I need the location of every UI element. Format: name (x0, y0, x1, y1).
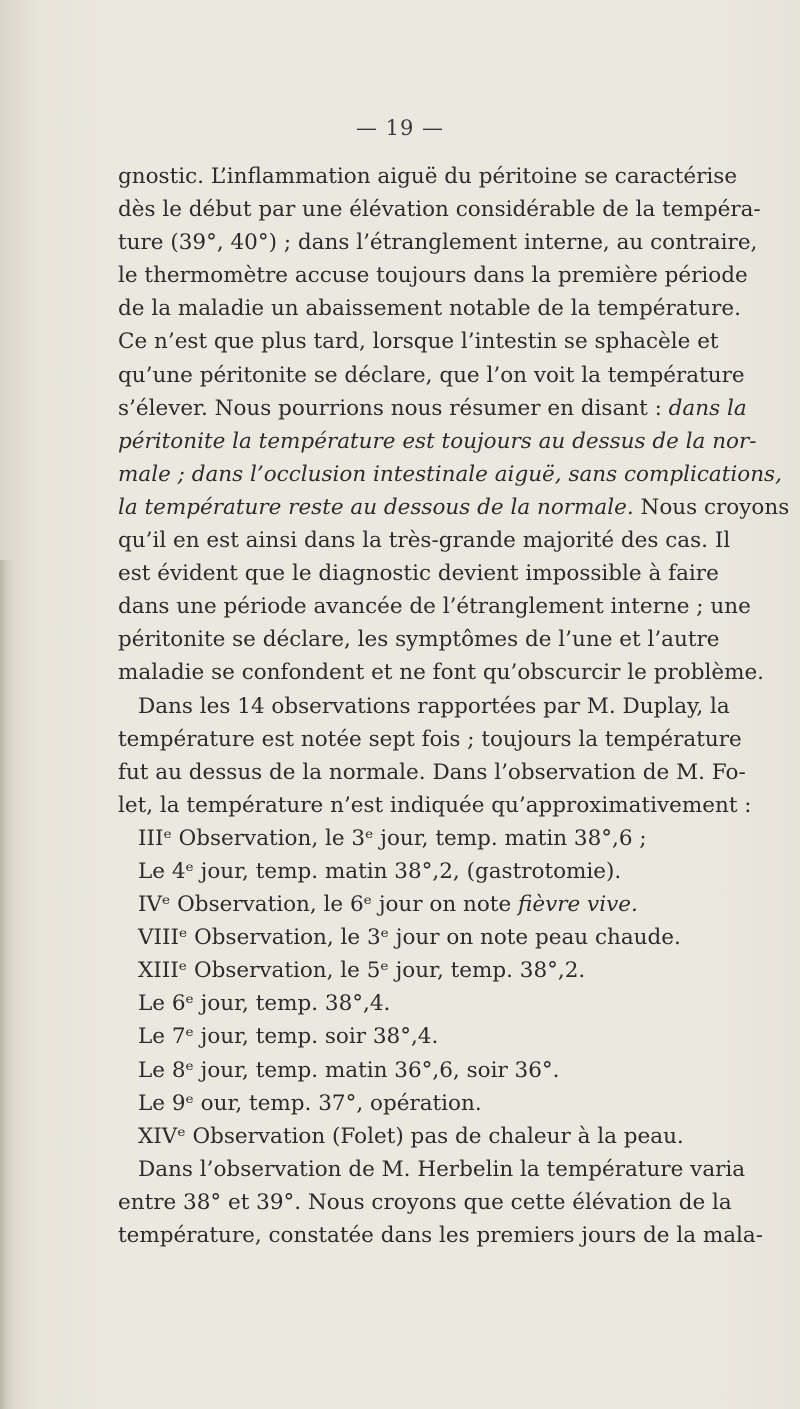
text-line (118, 954, 684, 987)
body-text (118, 160, 790, 1252)
text-run: fut au dessus de la normale. Dans l’observation de M. Fo- (118, 759, 746, 785)
text-run: le thermomètre accuse toujours dans la première période (118, 263, 748, 289)
text-line (118, 425, 757, 458)
italic-text: la température reste au dessous de la normale. (118, 494, 634, 520)
text-line (118, 789, 752, 822)
text-line (118, 1219, 764, 1252)
text-run: dans une période avancée de l’étranglement interne ; une (118, 594, 751, 620)
text-run: Nous croyons (633, 494, 790, 520)
text-line (118, 193, 761, 226)
text-run: Le 9ᵉ our, temp. 37°, opération. (138, 1090, 482, 1116)
text-line (118, 259, 748, 292)
text-run: let, la température n’est indiquée qu’approximativement : (118, 792, 752, 818)
text-run: température est notée sept fois ; toujours la température (118, 726, 742, 752)
text-line (118, 888, 684, 921)
text-run: entre 38° et 39°. Nous croyons que cette élévation de la (118, 1189, 732, 1215)
text-run: péritonite se déclare, les symptômes de l’une et l’autre (118, 627, 720, 653)
text-line (118, 987, 684, 1020)
text-line (118, 623, 720, 656)
text-line (118, 1120, 684, 1153)
text-run: gnostic. L’inflammation aiguë du péritoine se caractérise (118, 164, 738, 189)
page-binding-shadow (0, 560, 14, 1409)
text-run: VIIIᵉ Observation, le 3ᵉ jour on note peau chaude. (138, 925, 681, 951)
text-line (118, 1186, 732, 1219)
text-run: Dans les 14 observations rapportées par M. Duplay, la (138, 693, 730, 719)
text-run: maladie se confondent et ne font qu’obscurcir le problème. (118, 660, 765, 686)
text-line (118, 1087, 684, 1120)
italic-text: fièvre vive. (518, 892, 638, 918)
text-run: Le 4ᵉ jour, temp. matin 38°,2, (gastrotomie). (138, 858, 622, 884)
text-run: de la maladie un abaissement notable de la température. (118, 296, 741, 322)
text-line (118, 590, 751, 623)
text-line (118, 756, 746, 789)
text-line (118, 855, 684, 888)
text-line (118, 226, 758, 259)
text-line (118, 491, 790, 524)
text-run: Le 7ᵉ jour, temp. soir 38°,4. (138, 1024, 439, 1050)
text-line (118, 656, 765, 689)
italic-text: dans la (668, 395, 747, 421)
text-run: qu’une péritonite se déclare, que l’on voit la température (118, 362, 745, 388)
text-line (118, 1153, 746, 1186)
text-run: Le 8ᵉ jour, temp. matin 36°,6, soir 36°. (138, 1057, 560, 1083)
text-line (118, 723, 742, 756)
text-line (118, 392, 747, 425)
text-run: Le 6ᵉ jour, temp. 38°,4. (138, 991, 391, 1017)
text-run: est évident que le diagnostic devient impossible à faire (118, 561, 719, 587)
text-run: XIIIᵉ Observation, le 5ᵉ jour, temp. 38°,2. (138, 958, 586, 984)
text-line (118, 458, 782, 491)
italic-text: male ; dans l’occlusion intestinale aiguë, sans complications, (118, 461, 782, 487)
text-line (118, 690, 730, 723)
page-number: — 19 — (355, 116, 445, 140)
italic-text: péritonite la température est toujours au dessus de la nor- (118, 428, 757, 454)
text-line (118, 160, 738, 193)
text-run: qu’il en est ainsi dans la très-grande majorité des cas. Il (118, 528, 731, 554)
text-line (118, 557, 719, 590)
text-run: XIVᵉ Observation (Folet) pas de chaleur à la peau. (138, 1123, 684, 1149)
text-run: Ce n’est que plus tard, lorsque l’intestin se sphacèle et (118, 329, 719, 355)
text-line (118, 524, 731, 557)
text-run: IIIᵉ Observation, le 3ᵉ jour, temp. matin 38°,6 ; (138, 825, 647, 851)
text-run: s’élever. Nous pourrions nous résumer en disant : (118, 395, 669, 421)
text-run: température, constatée dans les premiers jours de la mala- (118, 1223, 764, 1248)
text-run: Dans l’observation de M. Herbelin la température varia (138, 1156, 746, 1182)
text-run: IVᵉ Observation, le 6ᵉ jour on note (138, 892, 518, 918)
text-line (118, 325, 719, 358)
text-line (118, 292, 741, 325)
text-run: ture (39°, 40°) ; dans l’étranglement interne, au contraire, (118, 230, 758, 256)
text-line (118, 1020, 684, 1053)
text-line (118, 359, 745, 392)
text-line (118, 822, 684, 855)
text-line (118, 1054, 684, 1087)
text-run: dès le début par une élévation considérable de la tempéra- (118, 197, 761, 223)
text-line (118, 921, 684, 954)
